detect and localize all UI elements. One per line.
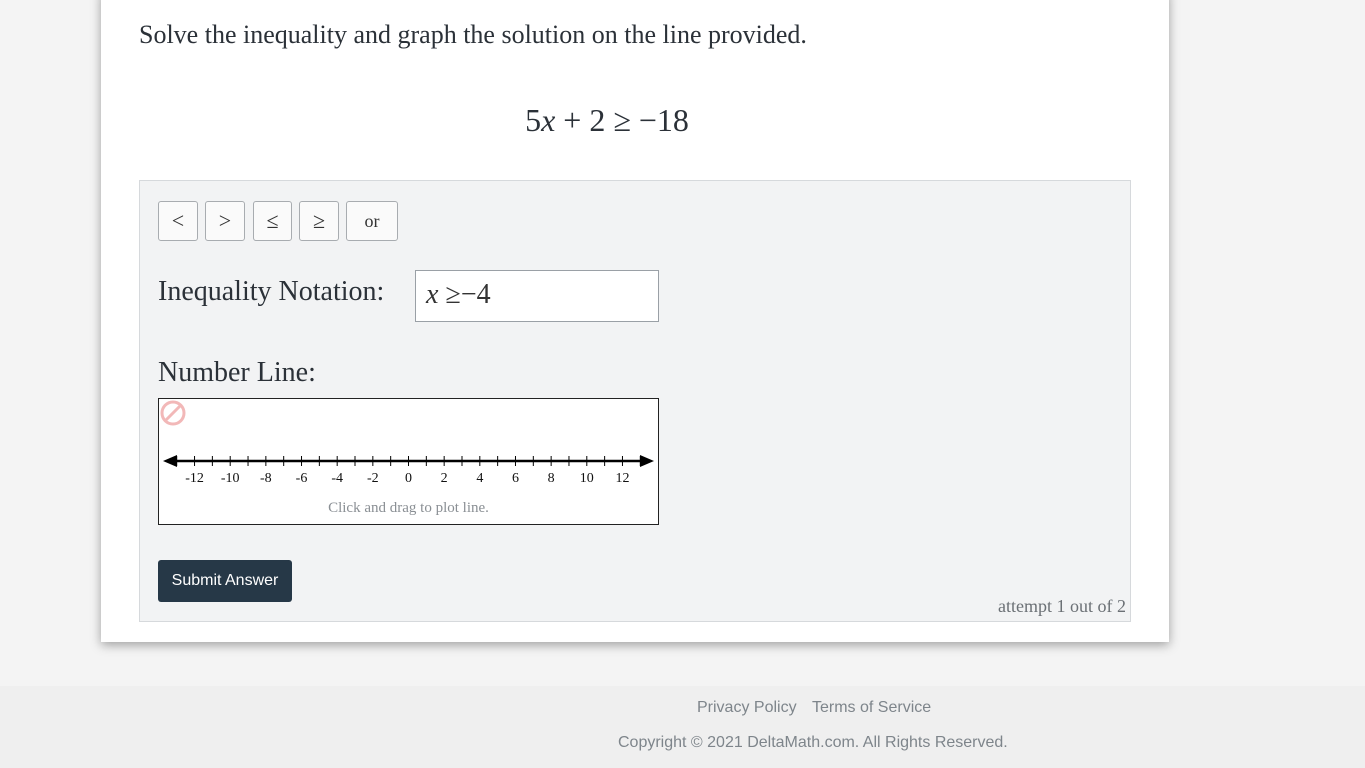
greater-than-button[interactable]: >	[205, 201, 245, 241]
tick-label: 12	[615, 471, 630, 486]
privacy-policy-link[interactable]: Privacy Policy	[697, 699, 797, 716]
footer-band	[0, 686, 1365, 768]
equation-constant: 2	[589, 102, 606, 138]
problem-card	[101, 0, 1169, 642]
equation-right-side: −18	[638, 102, 689, 138]
number-line-hint: Click and drag to plot line.	[328, 500, 489, 516]
or-button[interactable]: or	[346, 201, 398, 241]
question-prompt: Solve the inequality and graph the solution on the line provided.	[139, 20, 807, 49]
equation-plus: +	[563, 102, 582, 138]
tick-label: 4	[476, 471, 484, 486]
tick-label: 2	[440, 471, 448, 486]
left-arrow-icon	[163, 455, 177, 467]
tick-label: -10	[220, 471, 240, 486]
number-line-label: Number Line:	[158, 357, 316, 388]
tick-label: 10	[579, 471, 594, 486]
inequality-variable: x	[426, 279, 439, 310]
equation	[101, 102, 1113, 139]
submit-answer-button[interactable]: Submit Answer	[158, 560, 292, 602]
tick-label: 6	[511, 471, 519, 486]
answer-panel	[139, 180, 1131, 622]
inequality-notation-label: Inequality Notation:	[158, 276, 385, 307]
number-line-canvas[interactable]	[158, 398, 659, 525]
equation-relation: ≥	[613, 102, 631, 138]
tick-label: -8	[260, 471, 272, 486]
tick-label: 0	[405, 471, 412, 486]
less-equal-button[interactable]: ≤	[253, 201, 292, 241]
no-entry-icon[interactable]	[159, 399, 187, 427]
less-than-button[interactable]: <	[158, 201, 198, 241]
tick-label: -4	[331, 471, 344, 486]
equation-variable: x	[541, 102, 556, 138]
inequality-input[interactable]	[415, 270, 659, 322]
inequality-bound: −4	[460, 279, 491, 310]
tick-label: -12	[185, 471, 204, 486]
tick-label: -2	[367, 471, 379, 486]
attempt-counter: attempt 1 out of 2	[998, 596, 1126, 616]
right-arrow-icon	[640, 455, 654, 467]
inequality-relation: ≥	[445, 279, 461, 310]
copyright-text: Copyright © 2021 DeltaMath.com. All Rights Reserved.	[618, 734, 1008, 751]
tick-label: 8	[547, 471, 555, 486]
terms-of-service-link[interactable]: Terms of Service	[812, 699, 932, 716]
tick-label: -6	[295, 471, 308, 486]
equation-coefficient: 5	[525, 102, 542, 138]
greater-equal-button[interactable]: ≥	[299, 201, 339, 241]
